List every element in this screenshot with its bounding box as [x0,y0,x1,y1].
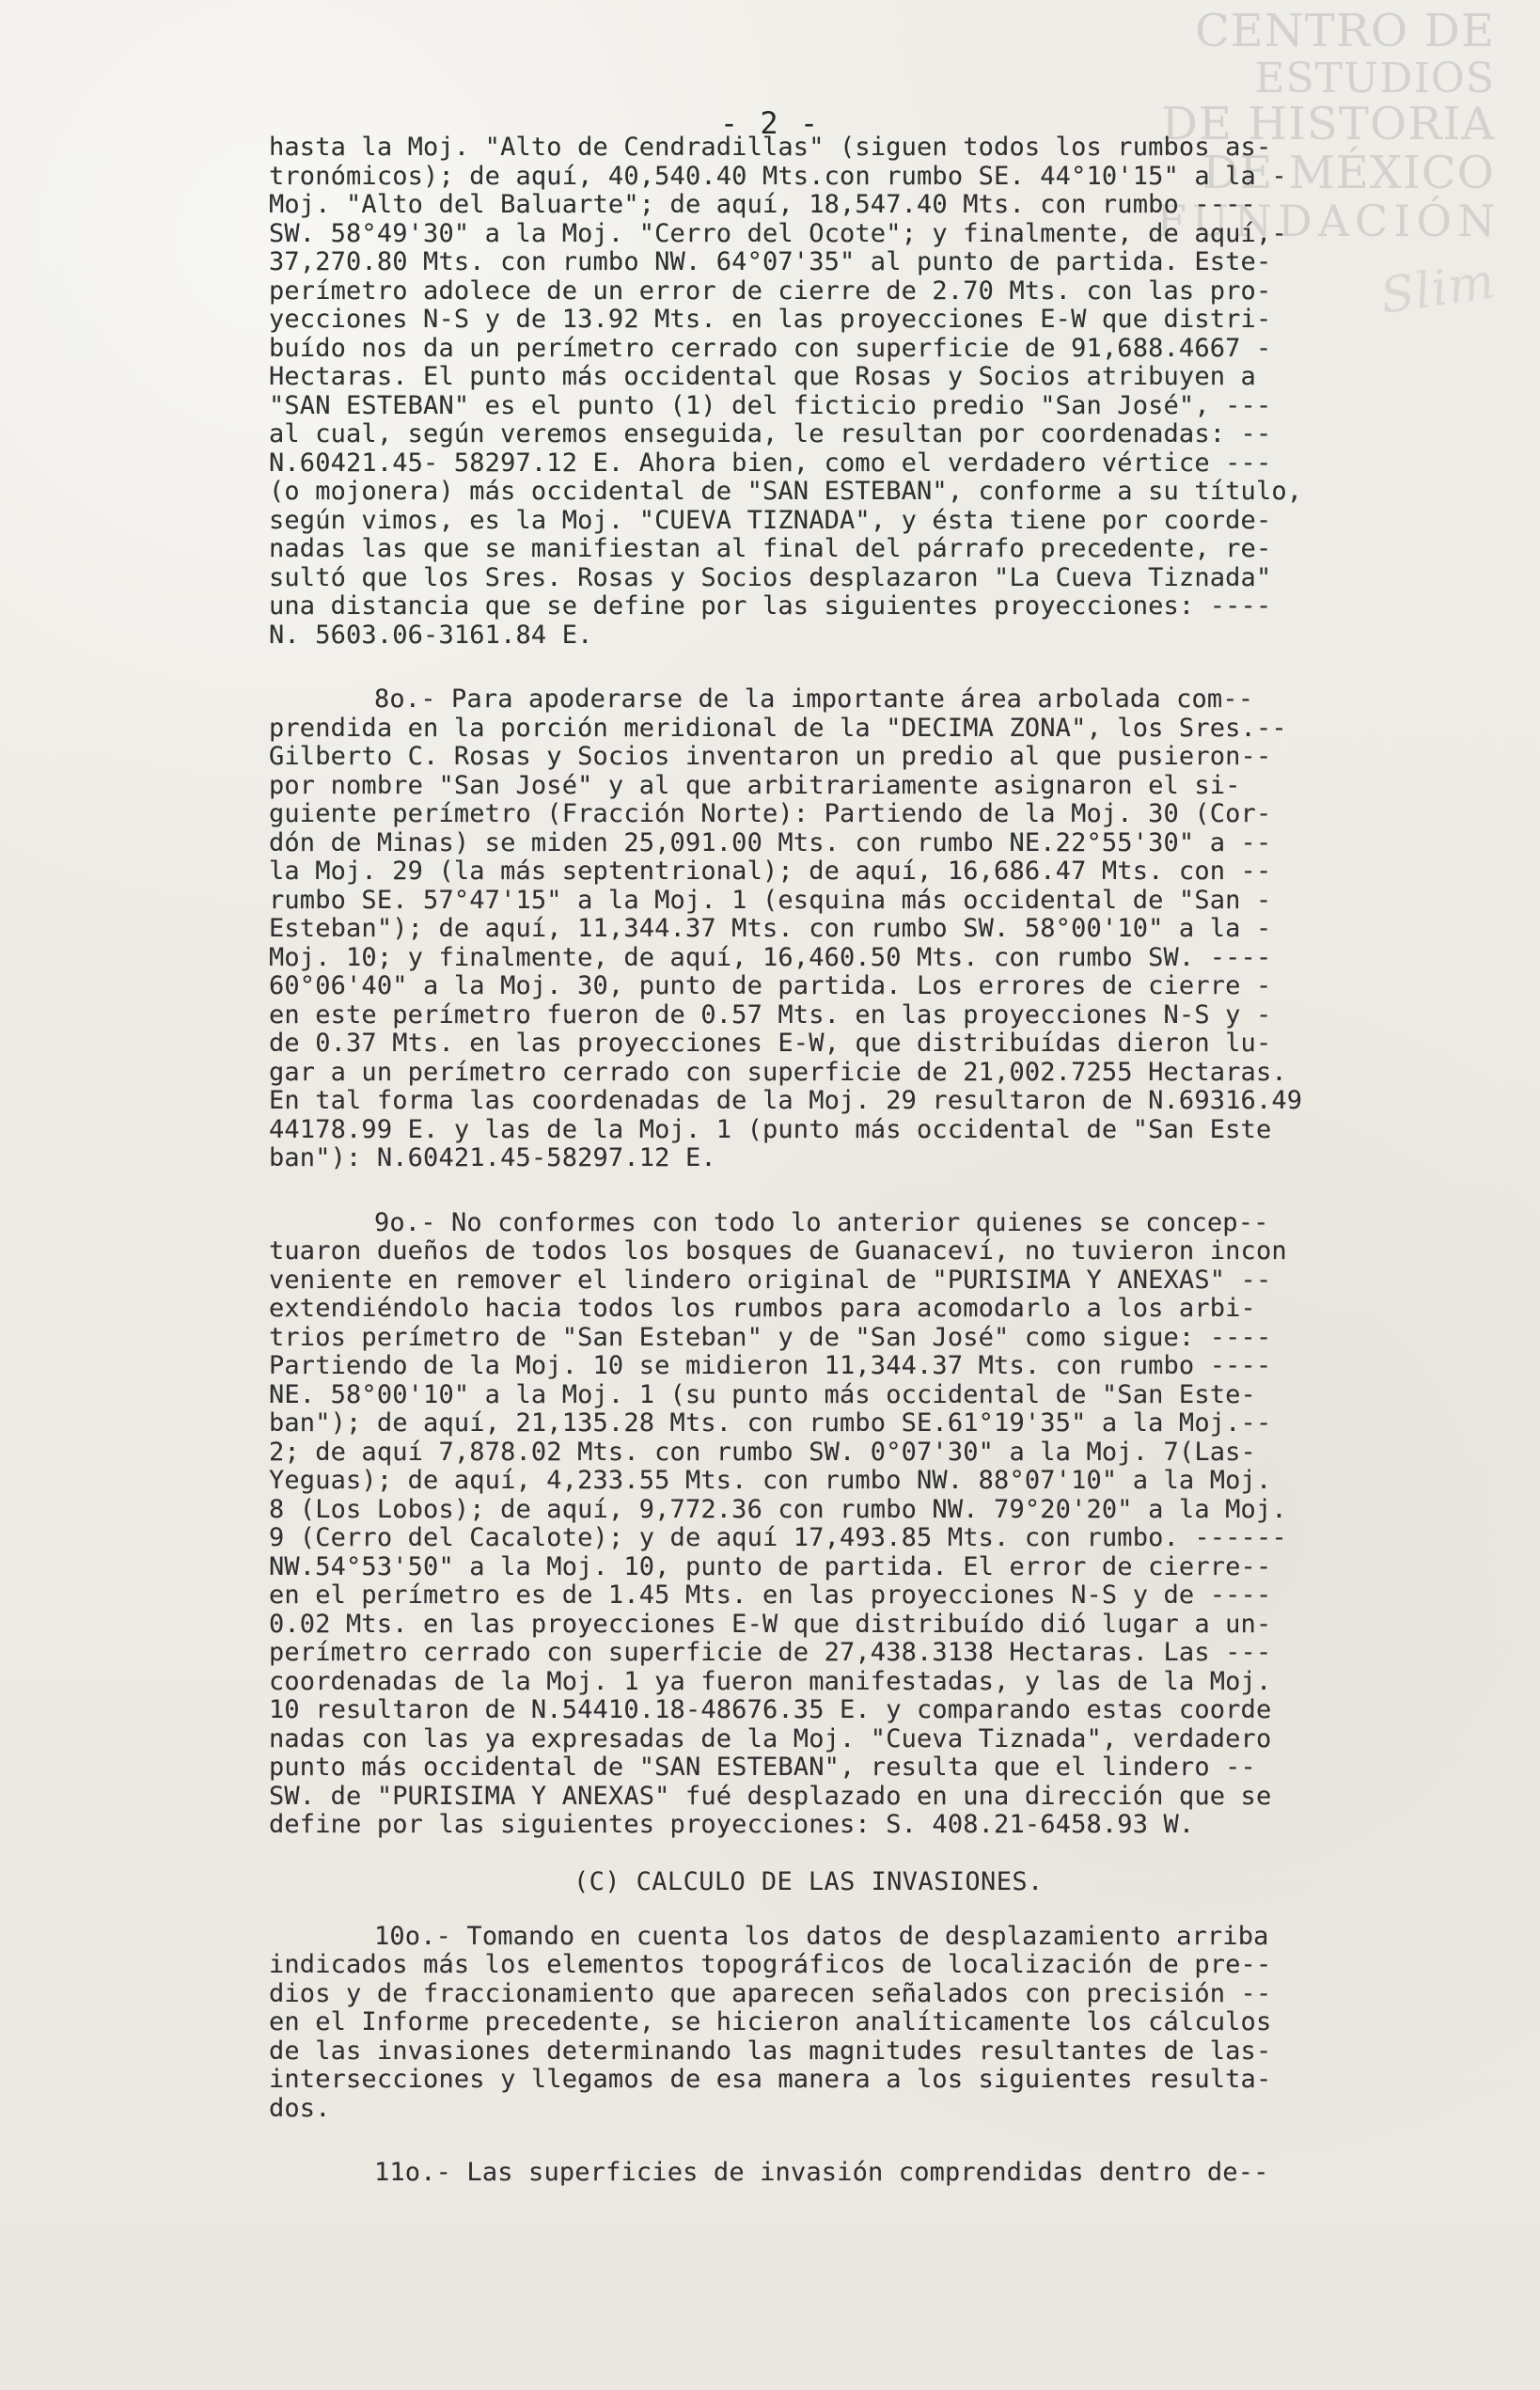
document-line: buído nos da un perímetro cerrado con superficie de 91,688.4667 - [269,333,1272,363]
document-line: punto más occidental de "SAN ESTEBAN", resulta que el lindero -- [269,1753,1256,1782]
document-line: coordenadas de la Moj. 1 ya fueron manifestadas, y las de la Moj. [269,1666,1272,1696]
paragraph-9 [269,1209,1463,1840]
document-line: sultó que los Sres. Rosas y Socios desplazaron "La Cueva Tiznada" [269,562,1272,592]
document-line: dos. [269,2093,331,2123]
watermark-line: DE MÉXICO [1202,147,1495,200]
document-line: veniente en remover el lindero original de "PURISIMA Y ANEXAS" -- [269,1265,1272,1295]
document-line: en el Informe precedente, se hicieron analíticamente los cálculos [269,2007,1272,2036]
document-line: 60°06'40" a la Moj. 30, punto de partida. Los errores de cierre - [269,971,1272,1000]
document-line: guiente perímetro (Fracción Norte): Partiendo de la Moj. 30 (Cor- [269,799,1272,828]
document-line: SW. de "PURISIMA Y ANEXAS" fué desplazado en una dirección que se [269,1781,1272,1811]
document-line: nadas las que se manifiestan al final del párrafo precedente, re- [269,534,1272,563]
document-line: 10 resultaron de N.54410.18-48676.35 E. y comparando estas coorde [269,1695,1272,1724]
document-line: "SAN ESTEBAN" es el punto (1) del ficticio predio "San José", --- [269,390,1272,420]
document-line: dón de Minas) se miden 25,091.00 Mts. con rumbo NE.22°55'30" a -- [269,827,1272,857]
document-line: 0.02 Mts. en las proyecciones E-W que distribuído dió lugar a un- [269,1609,1272,1639]
document-line: perímetro adolece de un error de cierre de 2.70 Mts. con las pro- [269,275,1272,306]
document-line: una distancia que se define por las siguientes proyecciones: ---- [269,591,1272,621]
watermark-signature: Slim [1376,252,1500,325]
document-line: trios perímetro de "San Esteban" y de "San José" como sigue: ---- [269,1322,1272,1352]
document-line: NW.54°53'50" a la Moj. 10, punto de partida. El error de cierre-- [269,1551,1272,1581]
document-line: intersecciones y llegamos de esa manera a los siguientes resulta- [269,2065,1272,2094]
document-line: yecciones N-S y de 13.92 Mts. en las proyecciones E-W que distri- [269,305,1272,334]
paragraph-7-continuation [269,134,1463,650]
paragraph-11 [269,2159,1463,2188]
document-line: SW. 58°49'30" a la Moj. "Cerro del Ocote"; y finalmente, de aquí,- [269,218,1287,248]
document-line: 37,270.80 Mts. con rumbo NW. 64°07'35" al punto de partida. Este- [269,247,1272,276]
watermark-line: CENTRO DE [1194,5,1495,57]
document-line: 9o.- No conformes con todo lo anterior quienes se concep-- [374,1207,1269,1237]
document-line: En tal forma las coordenadas de la Moj. 29 resultaron de N.69316.49 [269,1086,1303,1115]
document-line: 8 (Los Lobos); de aquí, 9,772.36 con rumbo NW. 79°20'20" a la Moj. [269,1494,1287,1524]
document-line: 9 (Cerro del Cacalote); y de aquí 17,493.85 Mts. con rumbo. ------ [269,1523,1287,1552]
watermark-line: ESTUDIOS [1254,54,1495,102]
document-line: nadas con las ya expresadas de la Moj. "Cueva Tiznada", verdadero [269,1723,1272,1753]
document-line: ban"); de aquí, 21,135.28 Mts. con rumbo SE.61°19'35" a la Moj.-- [269,1408,1272,1438]
document-content [269,134,1463,2188]
document-line: ban"): N.60421.45-58297.12 E. [269,1143,716,1172]
document-line: hasta la Moj. "Alto de Cendradillas" (siguen todos los rumbos as- [269,133,1272,162]
document-line: tuaron dueños de todos los bosques de Guanaceví, no tuvieron incon [269,1236,1287,1266]
document-line: gar a un perímetro cerrado con superficie de 21,002.7255 Hectaras. [269,1057,1287,1087]
document-line: 2; de aquí 7,878.02 Mts. con rumbo SW. 0°07'30" a la Moj. 7(Las- [269,1437,1256,1467]
page-number: - 2 - [719,105,821,141]
document-line: perímetro cerrado con superficie de 27,438.3138 Hectaras. Las --- [269,1638,1272,1667]
document-line: (o mojonera) más occidental de "SAN ESTEBAN", conforme a su título, [269,477,1303,506]
document-line: 8o.- Para apoderarse de la importante área arbolada com-- [374,684,1254,714]
document-line: prendida en la porción meridional de la "DECIMA ZONA", los Sres.-- [269,713,1287,743]
document-line: por nombre "San José" y al que arbitrariamente asignaron el si- [269,770,1241,800]
document-line: Esteban"); de aquí, 11,344.37 Mts. con rumbo SW. 58°00'10" a la - [269,914,1272,943]
document-line: N. 5603.06-3161.84 E. [269,620,593,650]
document-line: al cual, según veremos enseguida, le resultan por coordenadas: -- [269,419,1272,448]
document-line: de 0.37 Mts. en las proyecciones E-W, que distribuídas dieron lu- [269,1029,1272,1058]
watermark-line: DE HISTORIA [1161,98,1495,151]
document-line: en el perímetro es de 1.45 Mts. en las proyecciones N-S y de ---- [269,1580,1272,1610]
document-line: la Moj. 29 (la más septentrional); de aquí, 16,686.47 Mts. con -- [269,857,1272,886]
document-line: indicados más los elementos topográficos de localización de pre-- [269,1950,1272,1979]
document-line: dios y de fraccionamiento que aparecen señalados con precisión -- [269,1978,1272,2008]
document-line: 44178.99 E. y las de la Moj. 1 (punto más occidental de "San Este [269,1114,1272,1144]
document-line: NE. 58°00'10" a la Moj. 1 (su punto más occidental de "San Este- [269,1379,1256,1409]
document-line: Gilberto C. Rosas y Socios inventaron un predio al que pusieron-- [269,742,1272,771]
document-line: rumbo SE. 57°47'15" a la Moj. 1 (esquina más occidental de "San - [269,885,1272,915]
document-line: tronómicos); de aquí, 40,540.40 Mts.con rumbo SE. 44°10'15" a la - [269,161,1287,191]
watermark-line: FUNDACIÓN [1156,196,1501,246]
section-heading: (C) CALCULO DE LAS INVASIONES. [574,1866,1044,1896]
paragraph-10 [269,1923,1463,2124]
document-line: 10o.- Tomando en cuenta los datos de desplazamiento arriba [374,1921,1269,1951]
paragraph-8 [269,685,1463,1173]
document-line: de las invasiones determinando las magnitudes resultantes de las- [269,2036,1272,2066]
document-line: según vimos, es la Moj. "CUEVA TIZNADA", y ésta tiene por coorde- [269,505,1272,535]
document-line: Partiendo de la Moj. 10 se midieron 11,344.37 Mts. con rumbo ---- [269,1351,1272,1380]
document-line: N.60421.45- 58297.12 E. Ahora bien, como el verdadero vértice --- [269,448,1272,478]
document-line: Moj. "Alto del Baluarte"; de aquí, 18,547.40 Mts. con rumbo ---- [269,190,1256,219]
document-line: 11o.- Las superficies de invasión comprendidas dentro de-- [374,2158,1269,2187]
document-line: Yeguas); de aquí, 4,233.55 Mts. con rumbo NW. 88°07'10" a la Moj. [269,1466,1272,1495]
document-line: en este perímetro fueron de 0.57 Mts. en las proyecciones N-S y - [269,999,1272,1030]
document-line: extendiéndolo hacia todos los rumbos para acomodarlo a los arbi- [269,1294,1256,1323]
document-line: Hectaras. El punto más occidental que Rosas y Socios atribuyen a [269,362,1256,391]
document-line: Moj. 10; y finalmente, de aquí, 16,460.50 Mts. con rumbo SW. ---- [269,942,1272,972]
document-line: define por las siguientes proyecciones: S. 408.21-6458.93 W. [269,1810,1195,1839]
